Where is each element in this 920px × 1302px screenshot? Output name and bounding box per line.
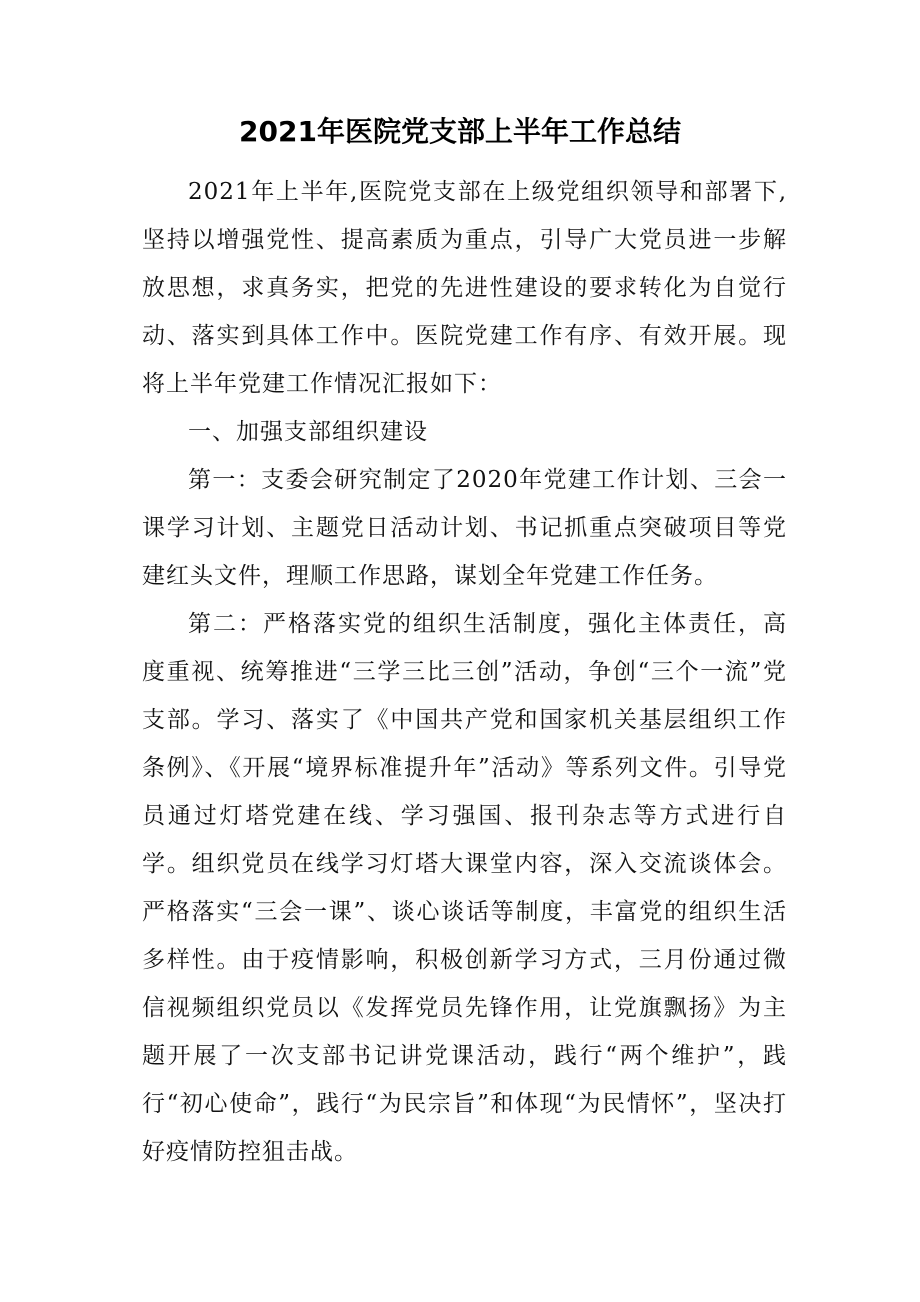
second-point-paragraph: 第二：严格落实党的组织生活制度，强化主体责任，高度重视、统筹推进“三学三比三创”活动，争创“三个一流”党支部。学习、落实了《中国共产党和国家机关基层组织工作条例》、《开展“境界标准提升年”活动》等系列文件。引导党员通过灯塔党建在线、学习强国、报刊杂志等方式进行自学。组织党员在线学习灯塔大课堂内容，深入交流谈体会。严格落实“三会一课”、谈心谈话等制度，丰富党的组织生活多样性。由于疫情影响，积极创新学习方式，三月份通过微信视频组织党员以《发挥党员先锋作用，让党旗飘扬》为主题开展了一次支部书记讲党课活动，践行“两个维护”，践行“初心使命”，践行“为民宗旨”和体现“为民情怀”，坚决打好疫情防控狙击战。 [142, 611, 787, 1165]
document-body [142, 168, 787, 1176]
document-title: 2021年医院党支部上半年工作总结 [239, 115, 681, 148]
first-point-paragraph: 第一：支委会研究制定了2020年党建工作计划、三会一课学习计划、主题党日活动计划、书记抓重点突破项目等党建红头文件，理顺工作思路，谋划全年党建工作任务。 [142, 467, 787, 589]
intro-paragraph: 2021年上半年,医院党支部在上级党组织领导和部署下,坚持以增强党性、提高素质为重点，引导广大党员进一步解放思想，求真务实，把党的先进性建设的要求转化为自觉行动、落实到具体工作中。医院党建工作有序、有效开展。现将上半年党建工作情况汇报如下： [142, 179, 787, 397]
section-heading: 一、加强支部组织建设 [188, 419, 428, 445]
